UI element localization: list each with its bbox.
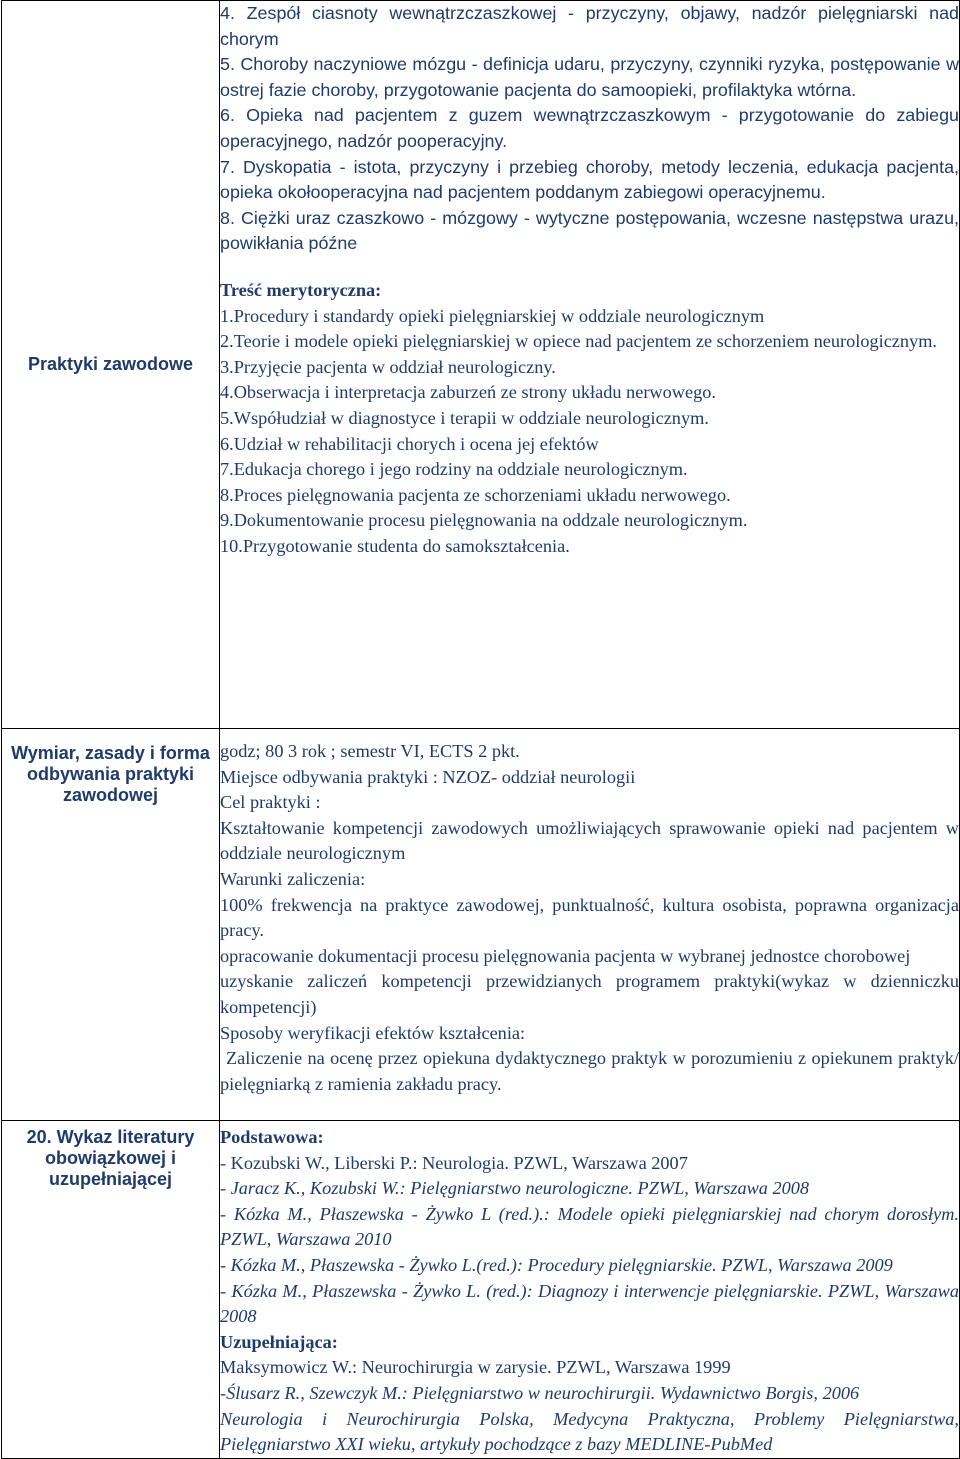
basic-heading: Podstawowa:: [220, 1127, 324, 1147]
rules-line: uzyskanie zaliczeń kompetencji przewidzianych programem praktyki(wykaz w dzienniczku kompetencji): [220, 971, 959, 1017]
rules-line: Zaliczenie na ocenę przez opiekuna dydaktycznego praktyk w porozumieniu z opiekunem praktyk/ pielęgniarką z ramienia zakładu pracy.: [220, 1048, 959, 1094]
topics-list: [220, 1, 959, 257]
literature-label-cell: [2, 1121, 220, 1459]
content-item: 7.Edukacja chorego i jego rodziny na oddziale neurologicznym.: [220, 459, 688, 480]
topic-item: 7. Dyskopatia - istota, przyczyny i przebieg choroby, metody leczenia, edukacja pacjenta, opieka okołooperacyjna nad pacjentem poddanym zabiegowi operacyjnemu.: [220, 156, 959, 203]
rules-line: Kształtowanie kompetencji zawodowych umożliwiających sprawowanie opieki nad pacjentem w oddziale neurologicznym: [220, 817, 959, 864]
supp-reference: Maksymowicz W.: Neurochirurgia w zarysie. PZWL, Warszawa 1999: [220, 1357, 731, 1378]
literature-label: 20. Wykaz literatury obowiązkowej i uzupełniającej: [26, 1127, 195, 1189]
supp-reference: Neurologia i Neurochirurgia Polska, Medycyna Praktyczna, Problemy Pielęgniarstwa, Pielęgniarstwo XXI wieku, artykuły pochodzące z bazy MEDLINE-PubMed: [220, 1408, 959, 1455]
basic-reference: - Kozubski W., Liberski P.: Neurologia. PZWL, Warszawa 2007: [220, 1152, 688, 1173]
basic-reference: - Kózka M., Płaszewska - Żywko L (red.).: Modele opieki pielęgniarskiej nad chorym dorosłym. PZWL, Warszawa 2010: [220, 1203, 959, 1250]
rules-line: godz; 80 3 rok ; semestr VI, ECTS 2 pkt.: [220, 741, 520, 761]
basic-reference: - Jaracz K., Kozubski W.: Pielęgniarstwo neurologiczne. PZWL, Warszawa 2008: [220, 1178, 810, 1199]
rules-label-cell: [2, 729, 220, 1121]
rules-line: Miejsce odbywania praktyki : NZOZ- oddział neurologii: [220, 766, 636, 787]
content-item: 8.Proces pielęgnowania pacjenta ze schorzeniami układu nerwowego.: [220, 484, 731, 505]
content-item: 9.Dokumentowanie procesu pielęgnowania na oddzale neurologicznym.: [220, 510, 748, 531]
content-item: 4.Obserwacja i interpretacja zaburzeń ze strony układu nerwowego.: [220, 382, 716, 403]
content-item: 3.Przyjęcie pacjenta w oddział neurologiczny.: [220, 356, 556, 377]
content-item: 10.Przygotowanie studenta do samokształcenia.: [220, 535, 570, 556]
topic-item: 4. Zespół ciasnoty wewnątrzczaszkowej - przyczyny, objawy, nadzór pielęgniarski nad chorym: [220, 3, 959, 49]
practice-label-cell: [2, 1, 220, 729]
content-item: 5.Współudział w diagnostyce i terapii w oddziale neurologicznym.: [220, 407, 709, 428]
topic-item: 5. Choroby naczyniowe mózgu - definicja udaru, przyczyny, czynniki ryzyka, postępowanie w ostrej fazie choroby, przygotowanie pacjenta do samoopieki, profilaktyka wtórna.: [220, 54, 959, 100]
rules-line: Cel praktyki :: [220, 792, 321, 813]
topic-item: 8. Ciężki uraz czaszkowo - mózgowy - wytyczne postępowania, wczesne następstwa urazu, powikłania późne: [220, 207, 959, 254]
rules-line: 100% frekwencja na praktyce zawodowej, punktualność, kultura osobista, poprawna organizacja pracy.: [220, 894, 959, 941]
rules-line: Warunki zaliczenia:: [220, 868, 366, 889]
practice-rules-row: [2, 729, 960, 1121]
rules-content-cell: [220, 729, 960, 1121]
supp-reference: -Ślusarz R., Szewczyk M.: Pielęgniarstwo w neurochirurgii. Wydawnictwo Borgis, 2006: [220, 1382, 860, 1403]
rules-label: Wymiar, zasady i forma odbywania praktyki zawodowej: [11, 743, 210, 805]
syllabus-table: [1, 0, 960, 1459]
practice-label: Praktyki zawodowe: [27, 354, 194, 374]
basic-reference: - Kózka M., Płaszewska - Żywko L.(red.): Procedury pielęgniarskie. PZWL, Warszawa 2009: [220, 1254, 893, 1275]
content-item: 1.Procedury i standardy opieki pielęgniarskiej w oddziale neurologicznym: [220, 305, 765, 326]
content-item: 6.Udział w rehabilitacji chorych i ocena jej efektów: [220, 433, 599, 454]
rules-line: opracowanie dokumentacji procesu pielęgnowania pacjenta w wybranej jednostce chorobowej: [220, 945, 911, 966]
practice-row: [2, 1, 960, 729]
rules-line: Sposoby weryfikacji efektów kształcenia:: [220, 1022, 526, 1043]
supp-heading: Uzupełniająca:: [220, 1331, 338, 1352]
content-heading: Treść merytoryczna:: [220, 279, 382, 300]
content-item: 2.Teorie i modele opieki pielęgniarskiej w opiece nad pacjentem ze schorzeniem neurologicznym.: [220, 331, 937, 352]
content-list: [220, 304, 959, 560]
literature-row: [2, 1121, 960, 1459]
practice-content-cell: [220, 1, 960, 729]
basic-reference: - Kózka M., Płaszewska - Żywko L. (red.): Diagnozy i interwencje pielęgniarskie. PZWL, Warszawa 2008: [220, 1280, 959, 1327]
literature-content-cell: [220, 1121, 960, 1459]
topic-item: 6. Opieka nad pacjentem z guzem wewnątrzczaszkowym - przygotowanie do zabiegu operacyjnego, nadzór pooperacyjny.: [220, 105, 959, 151]
